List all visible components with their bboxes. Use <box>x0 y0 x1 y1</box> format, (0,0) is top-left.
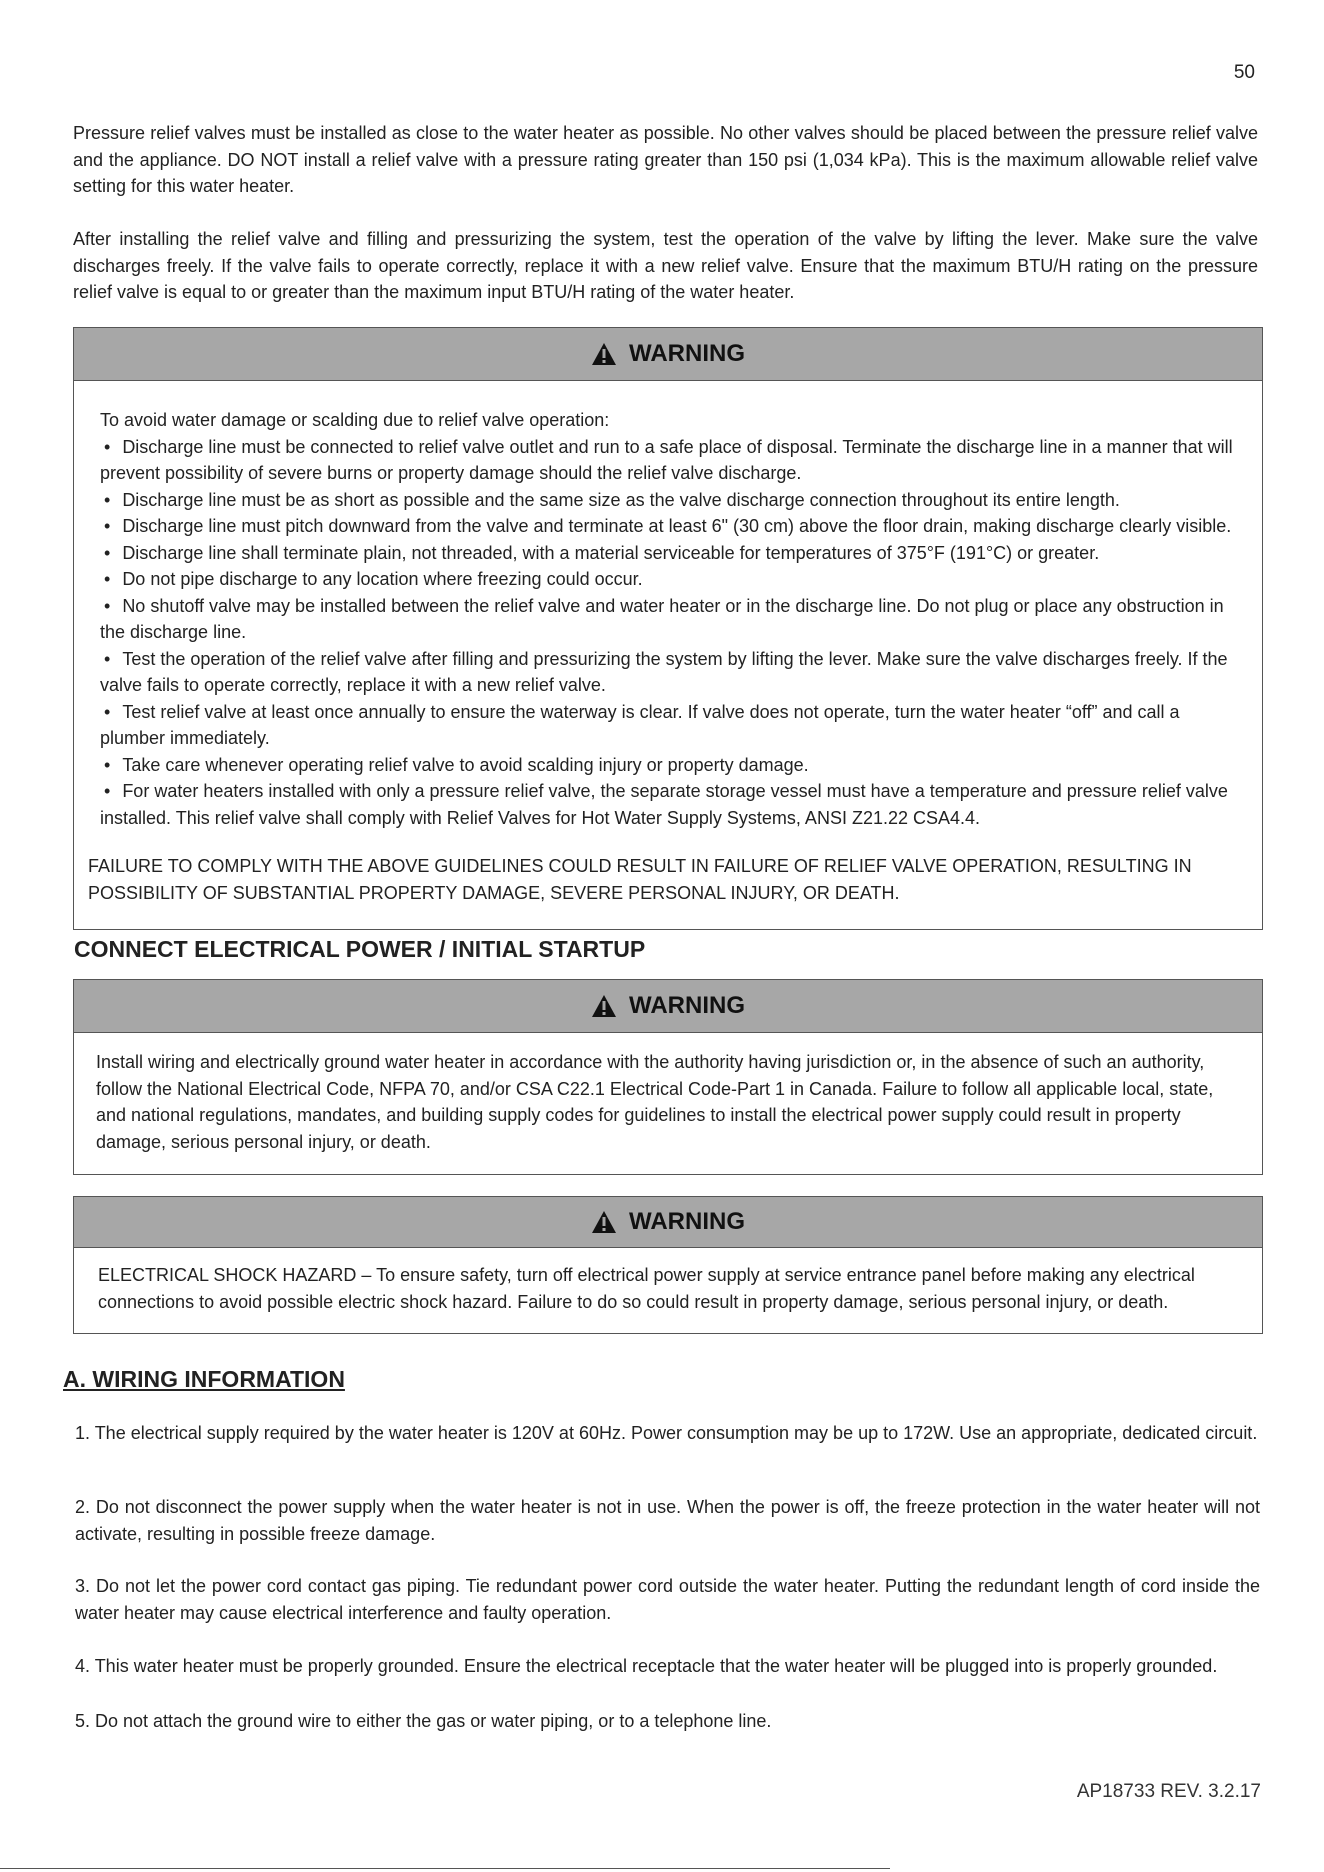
warning-bullet: • Do not pipe discharge to any location where freezing could occur. <box>100 566 1248 593</box>
warning-bullet: • Discharge line must pitch downward from the valve and terminate at least 6" (30 cm) above the floor drain, making discharge clearly visible. <box>100 513 1248 540</box>
wiring-item-text: 3. Do not let the power cord contact gas piping. Tie redundant power cord outside the water heater. Putting the redundant length of cord inside the water heater may cause electrical interference and faulty operation. <box>75 1576 1260 1623</box>
shock-hazard-warning-box <box>73 1196 1263 1334</box>
warning-title: WARNING <box>629 1208 745 1235</box>
wiring-item <box>75 1573 1260 1626</box>
wiring-item <box>75 1708 1260 1735</box>
warning-bullet: • Discharge line shall terminate plain, not threaded, with a material serviceable for temperatures of 375°F (191°C) or greater. <box>100 540 1248 567</box>
warning-header <box>74 1197 1262 1248</box>
warning-text: Install wiring and electrically ground water heater in accordance with the authority having jurisdiction or, in the absence of such an authority, follow the National Electrical Code, NFPA 70, and/or CSA C22.1 Electrical Code-Part 1 in Canada. Failure to follow all applicable local, state, and national regulations, mandates, and building supply codes for guidelines to install the electrical power supply could result in property damage, serious personal injury, or death. <box>96 1052 1214 1152</box>
wiring-heading: A. WIRING INFORMATION <box>63 1366 345 1392</box>
warning-header <box>74 980 1262 1033</box>
warning-title: WARNING <box>629 340 745 367</box>
warning-bullet: • For water heaters installed with only a pressure relief valve, the separate storage vessel must have a temperature and pressure relief valve installed. This relief valve shall comply with Relief Valves for Hot Water Supply Systems, ANSI Z21.22 CSA4.4. <box>100 778 1248 831</box>
intro-paragraph: After installing the relief valve and filling and pressurizing the system, test the operation of the valve by lifting the lever. Make sure the valve discharges freely. If the valve fails to operate correctly, replace it with a new relief valve. Ensure that the maximum BTU/H rating on the pressure relief valve is equal to or greater than the maximum input BTU/H rating of the water heater. <box>73 229 1258 302</box>
warning-triangle-icon <box>591 994 617 1018</box>
wiring-item-text: 5. Do not attach the ground wire to either the gas or water piping, or to a telephone line. <box>75 1711 772 1731</box>
warning-body <box>74 1248 1262 1315</box>
document-revision: AP18733 REV. 3.2.17 <box>1076 1781 1261 1802</box>
warning-bullet: • Discharge line must be as short as possible and the same size as the valve discharge connection throughout its entire length. <box>100 487 1248 514</box>
wiring-item-text: 4. This water heater must be properly grounded. Ensure the electrical receptacle that the water heater will be plugged into is properly grounded. <box>75 1656 1218 1676</box>
warning-header <box>74 328 1262 381</box>
wiring-item <box>75 1494 1260 1547</box>
relief-valve-warning-box <box>73 327 1263 930</box>
intro-paragraph: Pressure relief valves must be installed as close to the water heater as possible. No other valves should be placed between the pressure relief valve and the appliance. DO NOT install a relief valve with a pressure rating greater than 150 psi (1,034 kPa). This is the maximum allowable relief valve setting for this water heater. <box>73 123 1258 196</box>
warning-bullet: • Test the operation of the relief valve after filling and pressurizing the system by lifting the lever. Make sure the valve discharges freely. If the valve fails to operate correctly, replace it with a new relief valve. <box>100 646 1248 699</box>
warning-intro: To avoid water damage or scalding due to relief valve operation: <box>100 410 610 430</box>
section-heading: CONNECT ELECTRICAL POWER / INITIAL STARTUP <box>74 936 646 962</box>
warning-title: WARNING <box>629 992 745 1019</box>
warning-bullet: • No shutoff valve may be installed between the relief valve and water heater or in the discharge line. Do not plug or place any obstruction in the discharge line. <box>100 593 1248 646</box>
warning-text: ELECTRICAL SHOCK HAZARD – To ensure safety, turn off electrical power supply at service entrance panel before making any electrical connections to avoid possible electric shock hazard. Failure to do so could result in property damage, serious personal injury, or death. <box>98 1265 1195 1312</box>
wiring-item-text: 2. Do not disconnect the power supply when the water heater is not in use. When the power is off, the freeze protection in the water heater will not activate, resulting in possible freeze damage. <box>75 1497 1260 1544</box>
warning-bullet: • Test relief valve at least once annually to ensure the waterway is clear. If valve does not operate, turn the water heater “off” and call a plumber immediately. <box>100 699 1248 752</box>
failure-notice: FAILURE TO COMPLY WITH THE ABOVE GUIDELINES COULD RESULT IN FAILURE OF RELIEF VALVE OPERATION, RESULTING IN POSSIBILITY OF SUBSTANTIAL PROPERTY DAMAGE, SEVERE PERSONAL INJURY, OR DEATH. <box>88 856 1192 903</box>
bottom-divider <box>0 1868 890 1869</box>
wiring-item-text: 1. The electrical supply required by the water heater is 120V at 60Hz. Power consumption may be up to 172W. Use an appropriate, dedicated circuit. <box>75 1423 1258 1443</box>
warning-bullet: • Take care whenever operating relief valve to avoid scalding injury or property damage. <box>100 752 1248 779</box>
warning-bullet: • Discharge line must be connected to relief valve outlet and run to a safe place of disposal. Terminate the discharge line in a manner that will prevent possibility of severe burns or property damage should the relief valve discharge. <box>100 434 1248 487</box>
warning-triangle-icon <box>591 1210 617 1234</box>
wiring-item <box>75 1653 1260 1680</box>
warning-body <box>74 1033 1262 1155</box>
electrical-warning-box <box>73 979 1263 1175</box>
warning-triangle-icon <box>591 342 617 366</box>
wiring-item <box>75 1420 1260 1447</box>
warning-body <box>74 381 1262 906</box>
page-number: 50 <box>1233 62 1255 83</box>
